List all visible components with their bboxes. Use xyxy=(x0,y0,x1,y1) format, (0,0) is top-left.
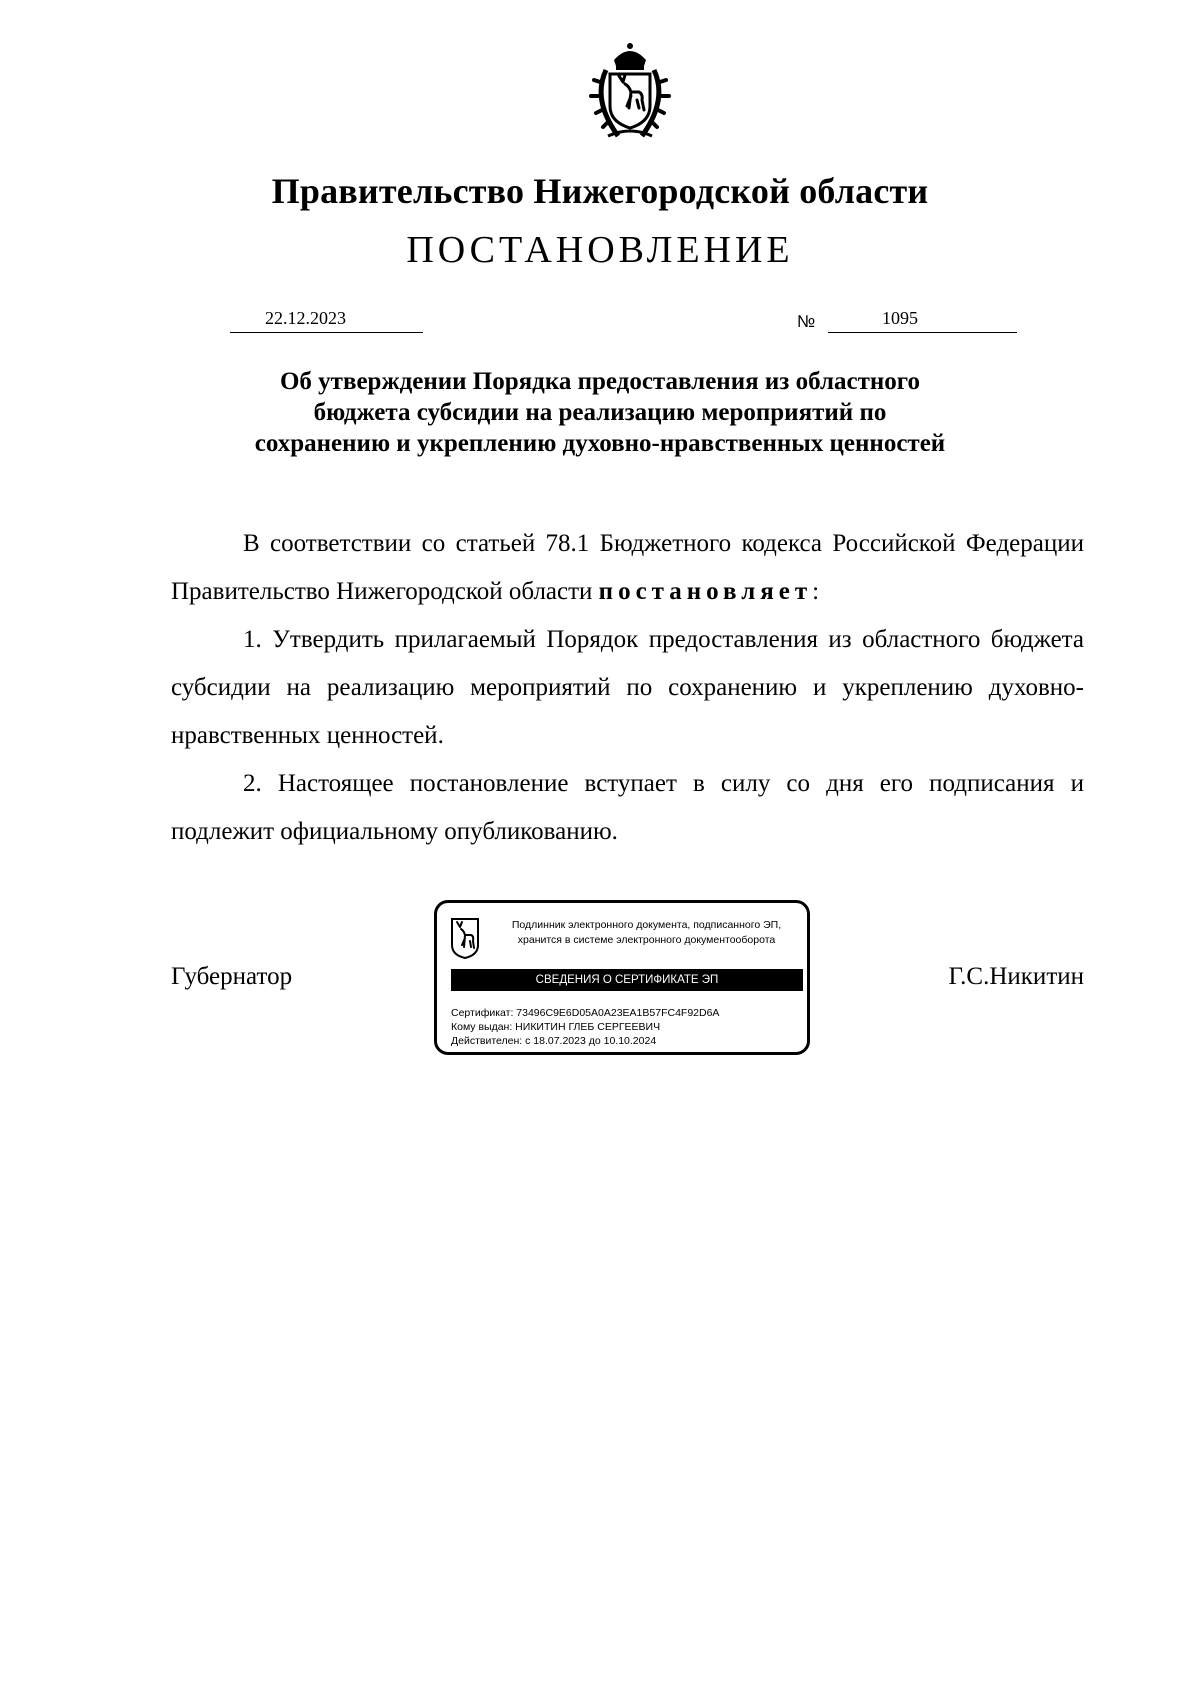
certificate-details xyxy=(451,1006,719,1048)
subject-line: бюджета субсидии на реализацию мероприятий по xyxy=(313,399,887,426)
resolves-colon: : xyxy=(812,578,820,605)
number-label: № xyxy=(797,312,816,331)
document-subject xyxy=(0,366,1200,459)
electronic-signature-stamp xyxy=(434,900,810,1055)
stamp-title-bar: СВЕДЕНИЯ О СЕРТИФИКАТЕ ЭП xyxy=(451,969,803,991)
certificate-owner: Кому выдан: НИКИТИН ГЛЕБ СЕРГЕЕВИЧ xyxy=(451,1021,661,1033)
signer-name: Г.С.Никитин xyxy=(948,963,1084,990)
stamp-header-line: хранится в системе электронного документооборота xyxy=(517,934,776,946)
certificate-id: Сертификат: 73496C9E6D05A0A23EA1B57FC4F92D6A xyxy=(451,1007,720,1019)
stamp-header-line: Подлинник электронного документа, подписанного ЭП, xyxy=(511,919,782,931)
number-value: 1095 xyxy=(882,308,918,328)
clause-1: 1. Утвердить прилагаемый Порядок предоставления из областного бюджета субсидии на реализацию мероприятий по сохранению и укреплению духовно-нравственных ценностей. xyxy=(171,626,1084,749)
certificate-validity: Действителен: с 18.07.2023 до 10.10.2024 xyxy=(451,1035,657,1047)
preamble-paragraph xyxy=(171,520,1084,616)
preamble-text: В соответствии со статьей 78.1 Бюджетного кодекса Российской Федерации Правительство Нижегородской области xyxy=(171,530,1084,605)
signer-position: Губернатор xyxy=(171,963,293,990)
number-field xyxy=(828,308,1017,333)
document-body xyxy=(171,520,1084,856)
subject-line: Об утверждении Порядка предоставления из областного xyxy=(279,368,920,395)
clause-2: 2. Настоящее постановление вступает в силу со дня его подписания и подлежит официальному опубликованию. xyxy=(171,770,1084,845)
date-field xyxy=(230,308,423,333)
subject-line: сохранению и укреплению духовно-нравственных ценностей xyxy=(254,430,946,457)
coat-of-arms-icon xyxy=(578,40,682,144)
date-value: 22.12.2023 xyxy=(265,308,346,328)
document-type: ПОСТАНОВЛЕНИЕ xyxy=(406,229,794,271)
government-title: Правительство Нижегородской области xyxy=(271,171,929,211)
stamp-header xyxy=(489,918,804,948)
deer-emblem-icon xyxy=(450,917,480,959)
resolves-word: постановляет xyxy=(598,578,813,605)
